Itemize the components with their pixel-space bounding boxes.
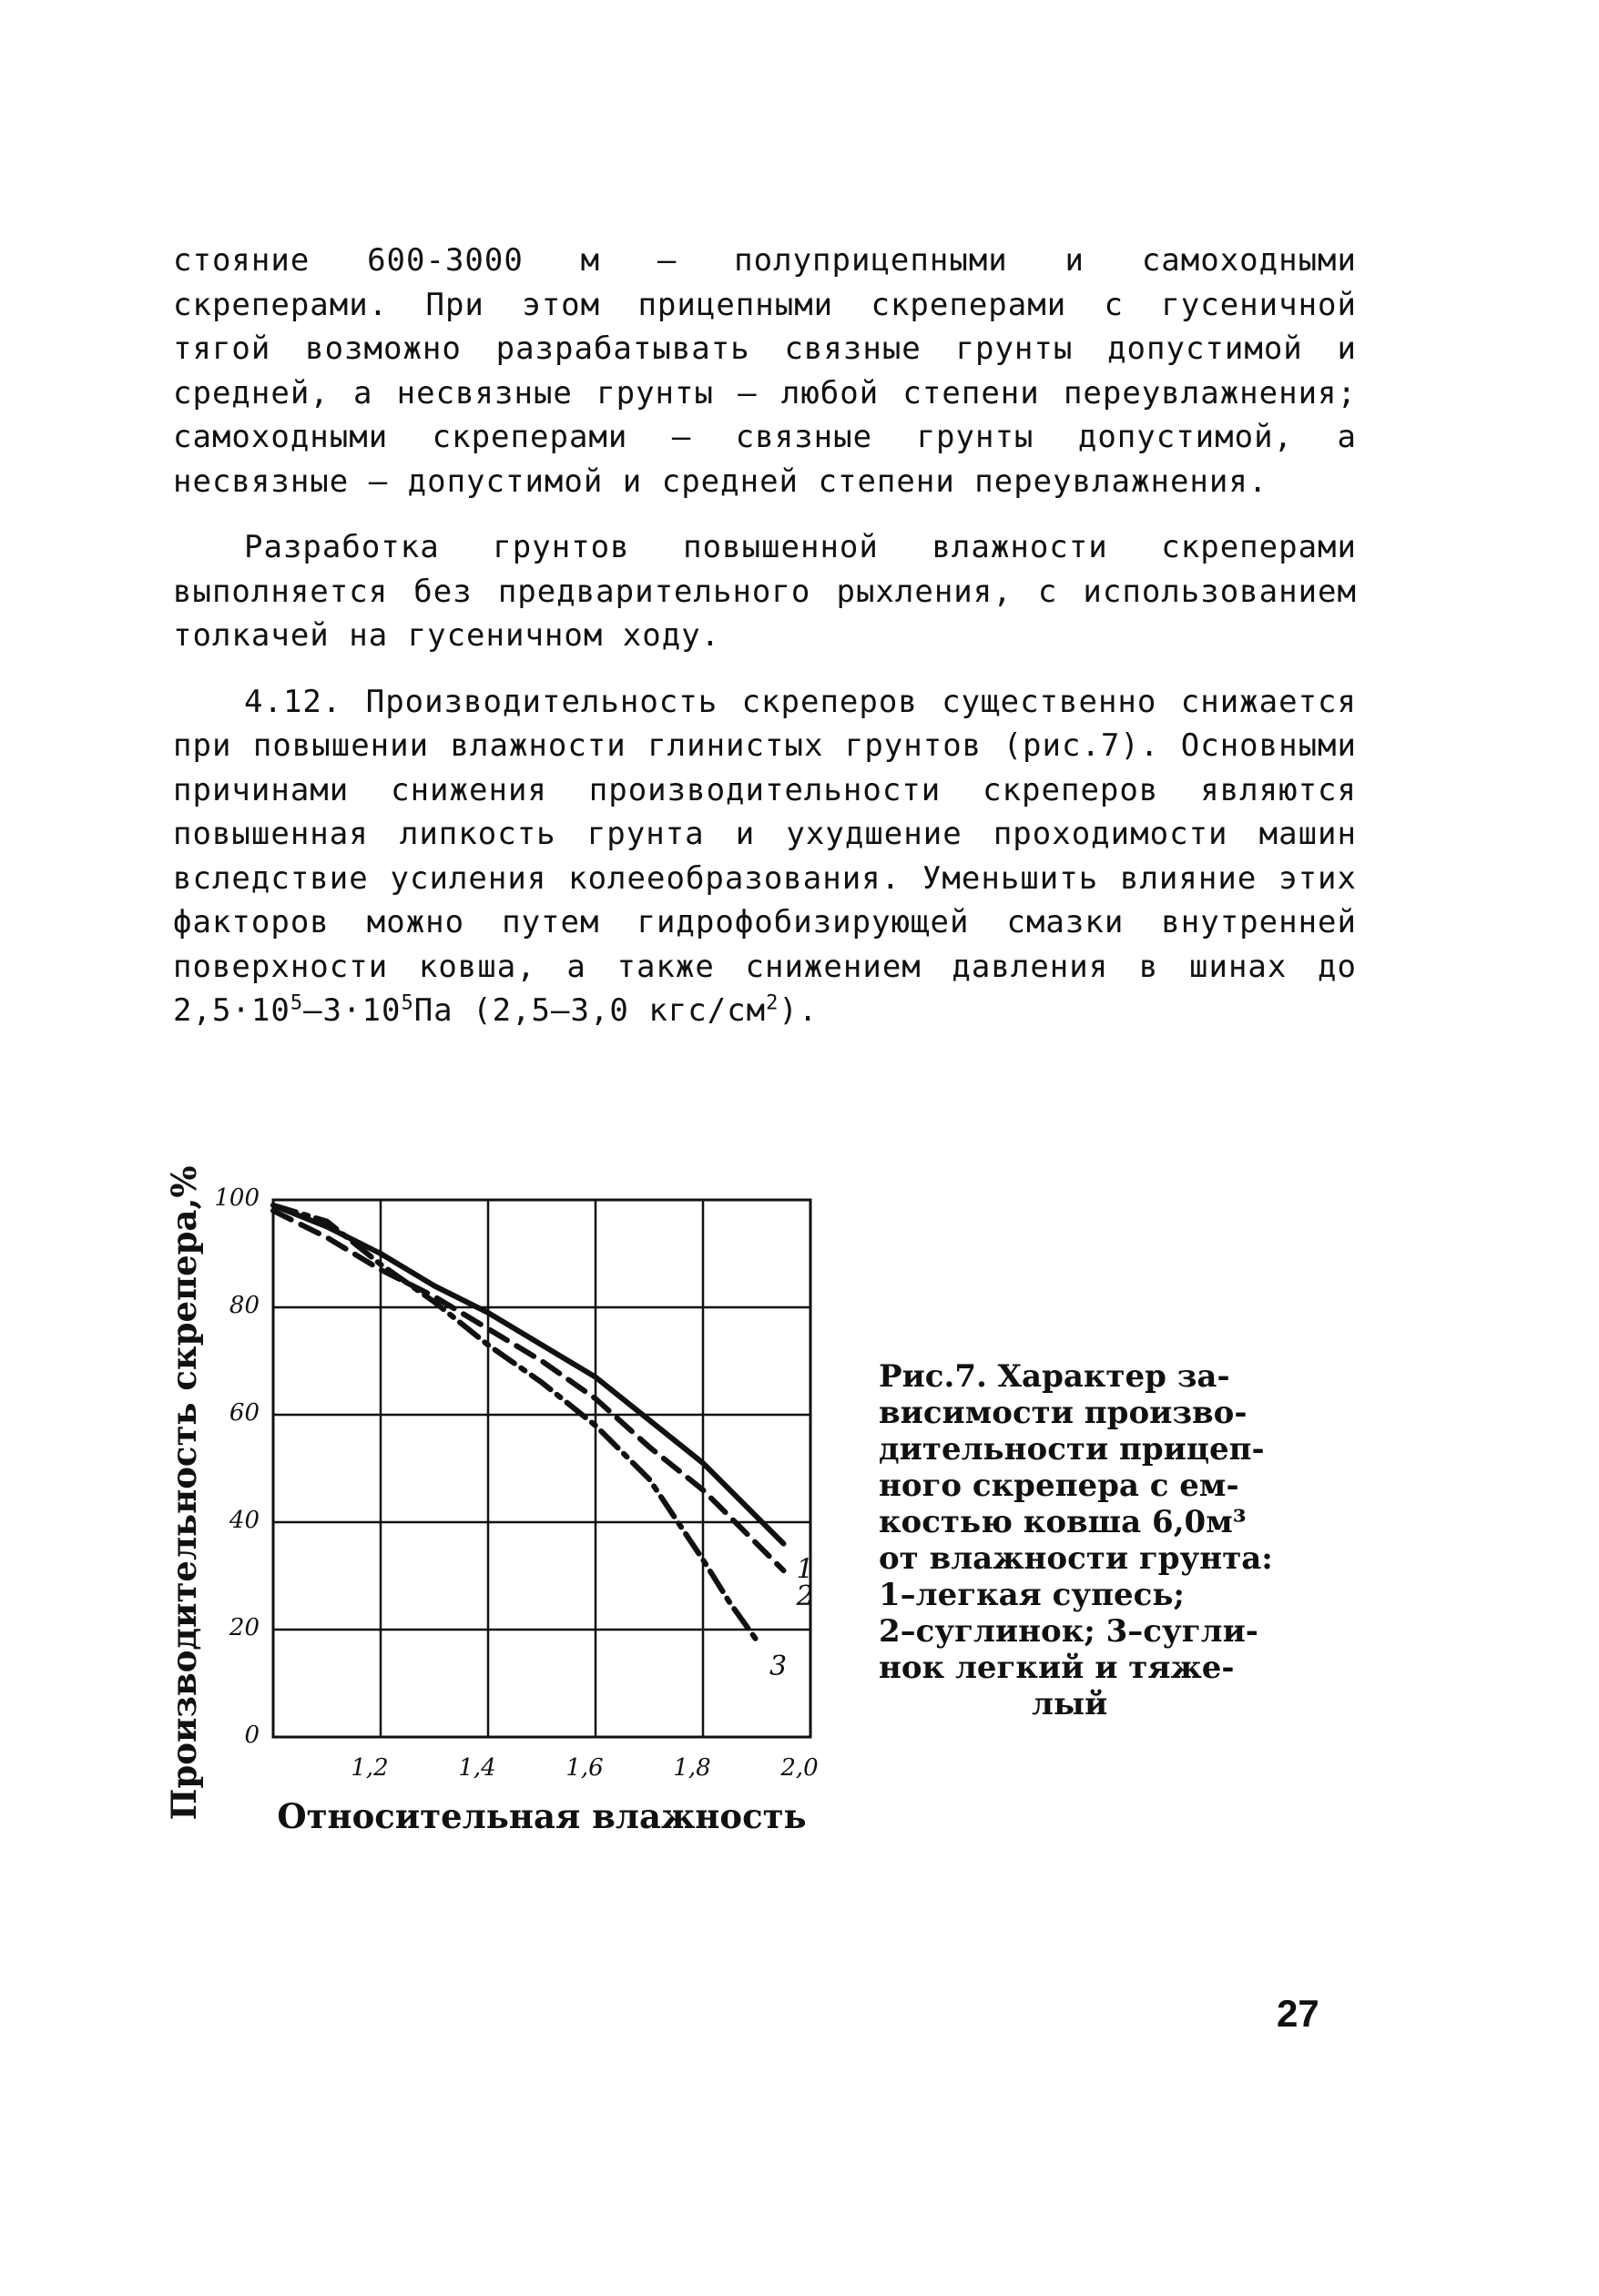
series-line-1 <box>273 1205 784 1544</box>
series-label-2: 2 <box>796 1580 814 1613</box>
superscript-exponent-3: 2 <box>766 991 779 1015</box>
series-label-3: 3 <box>769 1650 788 1682</box>
paragraph-3-mid: –3·10 <box>303 992 402 1029</box>
figure-caption <box>879 1358 1311 1722</box>
superscript-exponent-2: 5 <box>401 991 414 1015</box>
caption-line: 2–суглинок; 3–сугли- <box>879 1613 1258 1650</box>
plot-frame <box>273 1200 810 1737</box>
x-tick-label: 1,2 <box>351 1754 389 1782</box>
x-axis-title: Относительная влажность <box>277 1796 807 1836</box>
y-tick-label: 40 <box>229 1507 260 1534</box>
superscript-exponent-1: 5 <box>290 991 304 1015</box>
x-tick-label: 1,4 <box>458 1754 496 1782</box>
series-label-1: 1 <box>796 1553 814 1586</box>
x-tick-label: 2,0 <box>780 1754 819 1782</box>
y-tick-label: 20 <box>229 1614 260 1641</box>
x-tick-label: 1,6 <box>565 1754 604 1782</box>
paragraph-3-end: ). <box>779 992 819 1029</box>
caption-line: костью ковша 6,0м³ <box>879 1504 1247 1540</box>
series-line-3 <box>273 1205 757 1641</box>
series-lines <box>273 1205 784 1641</box>
paragraph-1: стояние 600-3000 м – полуприцепными и самоходными скреперами. При этом прицепными скреперами с гусеничной тягой возможно разрабатывать связные грунты допустимой и средней, а несвязные грунты – любой степени переувлажнения; самоходными скреперами – связные грунты допустимой, а несвязные – допустимой и средней степени переувлажнения. <box>173 242 1357 500</box>
grid-lines <box>273 1200 810 1737</box>
caption-line: от влажности грунта: <box>879 1540 1273 1577</box>
caption-line: 1–легкая супесь; <box>879 1577 1185 1613</box>
y-tick-label: 60 <box>229 1399 260 1427</box>
paragraph-3-text: 4.12. Производительность скреперов существенно снижается при повышении влажности глинистых грунтов (рис.7). Основными причинами снижения производительности скреперов являются повышенная липкость грунта и ухудшение проходимости машин вследствие усиления колееобразования. Уменьшить влияние этих факторов можно путем гидрофобизирующей смазки внутренней поверхности ковша, а также снижением давления в шинах до 2,5·10 <box>173 683 1357 1029</box>
caption-line: висимости произво- <box>879 1395 1248 1431</box>
y-tick-label: 0 <box>244 1722 260 1749</box>
series-line-2 <box>273 1211 784 1570</box>
caption-line: ного скрепера с ем- <box>879 1468 1239 1504</box>
paragraph-3-unit: Па (2,5–3,0 кгс/см <box>413 992 767 1029</box>
page-number: 27 <box>1277 1992 1319 2035</box>
tick-labels <box>214 1184 818 1782</box>
y-tick-label: 80 <box>229 1292 260 1319</box>
caption-line: нок легкий и тяже- <box>879 1650 1235 1686</box>
y-axis-title: Производительность скрепера,% <box>164 1165 204 1821</box>
caption-line: лый <box>1032 1686 1108 1722</box>
paragraph-2: Разработка грунтов повышенной влажности скреперами выполняется без предварительного рыхления, с использованием толкачей на гусеничном ходу. <box>173 529 1357 654</box>
x-tick-label: 1,8 <box>673 1754 711 1782</box>
curve-labels <box>769 1554 814 1682</box>
caption-line: дительности прицеп- <box>879 1431 1265 1468</box>
caption-line: Рис.7. Характер за- <box>879 1358 1230 1395</box>
y-tick-label: 100 <box>214 1184 260 1212</box>
